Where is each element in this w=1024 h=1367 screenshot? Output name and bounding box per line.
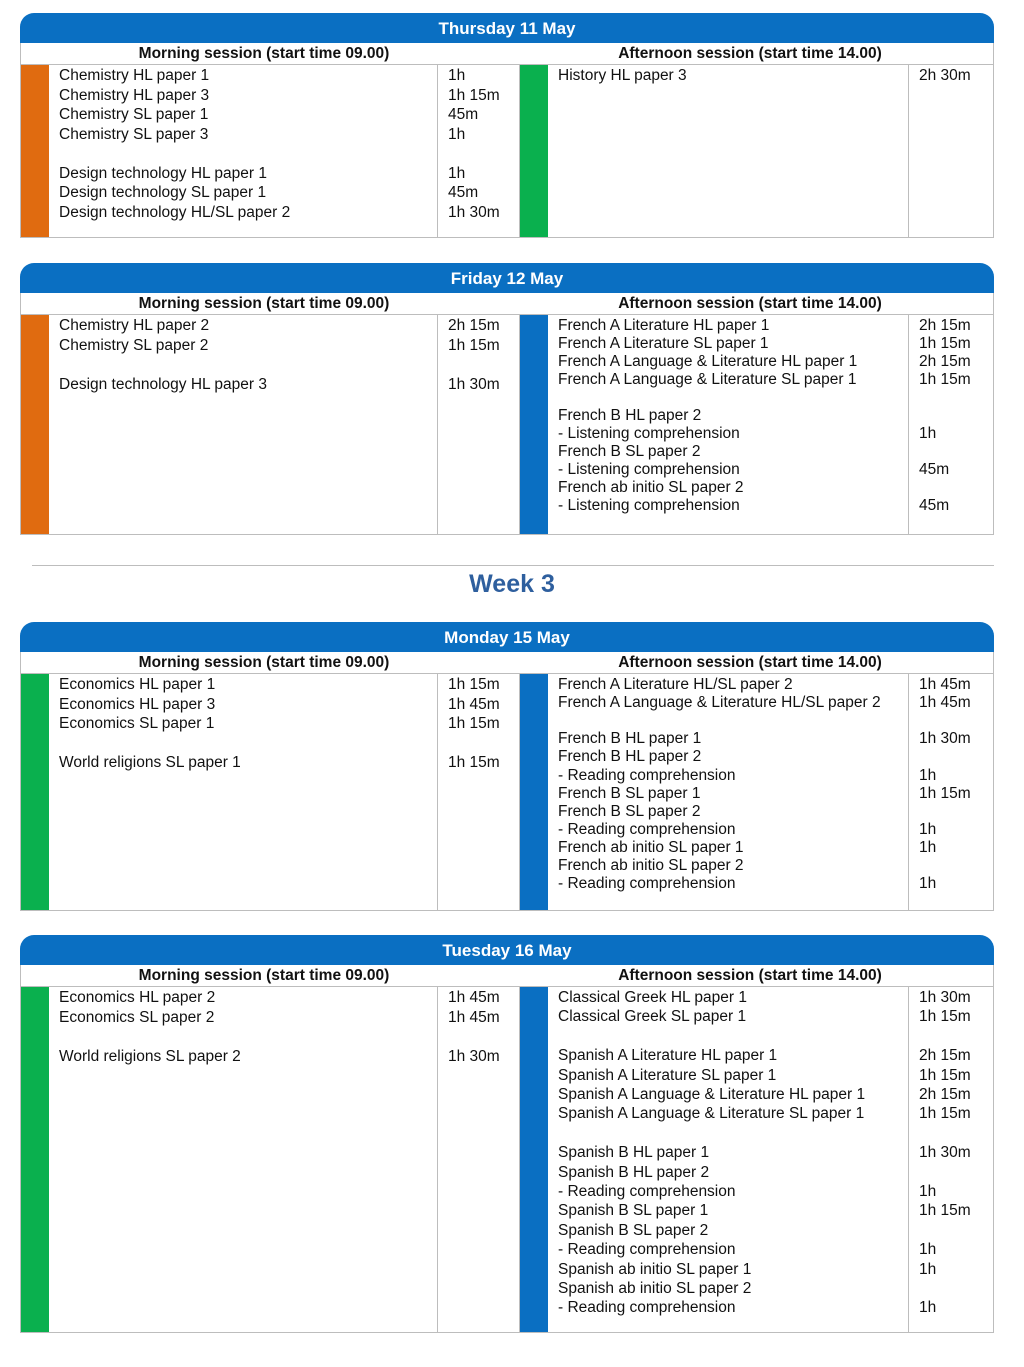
exam-paper: French B HL paper 2 — [558, 407, 702, 424]
session-header-row — [20, 293, 994, 315]
duration-divider — [437, 674, 438, 910]
exam-paper: World religions SL paper 1 — [59, 754, 241, 771]
exam-paper: Spanish B HL paper 2 — [558, 1163, 710, 1181]
exam-duration: 1h 30m — [919, 730, 971, 748]
day-block — [20, 13, 994, 221]
exam-duration: 1h 45m — [919, 694, 971, 712]
exam-paper: French B HL paper 2 — [558, 748, 702, 766]
day-block — [20, 622, 994, 893]
exam-paper: Classical Greek HL paper 1 — [558, 989, 747, 1006]
exam-paper: Chemistry SL paper 3 — [59, 125, 209, 143]
duration-divider — [437, 65, 438, 237]
exam-paper: French A Language & Literature HL/SL paper 2 — [558, 694, 881, 712]
exam-duration: 2h 15m — [919, 353, 971, 370]
exam-duration: 1h 30m — [448, 203, 500, 221]
exam-paper: - Reading comprehension — [558, 766, 736, 784]
exam-paper: Economics HL paper 2 — [59, 989, 216, 1006]
exam-paper: Spanish A Literature HL paper 1 — [558, 1047, 778, 1065]
week-title: Week 3 — [469, 570, 555, 598]
session-header-row — [20, 965, 994, 987]
exam-duration: 1h — [448, 67, 466, 84]
exam-duration: 2h 15m — [919, 1047, 971, 1065]
exam-duration: 45m — [919, 461, 950, 478]
exam-paper: French ab initio SL paper 1 — [558, 838, 744, 856]
exam-paper: History HL paper 3 — [558, 67, 687, 84]
exam-paper: - Listening comprehension — [558, 425, 740, 442]
session-header-row — [20, 652, 994, 674]
exam-paper: French A Language & Literature SL paper 1 — [558, 371, 857, 388]
exam-paper: - Reading comprehension — [558, 1299, 736, 1317]
exam-duration: 1h 15m — [448, 715, 500, 732]
exam-duration: 45m — [448, 106, 479, 123]
exam-paper: - Reading comprehension — [558, 1183, 736, 1200]
exam-paper: French B SL paper 2 — [558, 802, 701, 820]
exam-paper: Design technology HL paper 3 — [59, 375, 267, 393]
exam-paper: Design technology SL paper 1 — [59, 184, 267, 201]
exam-duration: 1h 15m — [919, 1105, 971, 1123]
exam-paper: Chemistry HL paper 1 — [59, 67, 210, 84]
afternoon-color-bar — [520, 674, 548, 910]
exam-paper: - Listening comprehension — [558, 461, 740, 478]
exam-paper: Chemistry HL paper 2 — [59, 317, 210, 334]
afternoon-session-label: Afternoon session (start time 14.00) — [618, 45, 882, 62]
morning-session-label: Morning session (start time 09.00) — [138, 295, 390, 312]
morning-color-bar — [21, 987, 49, 1332]
duration-divider — [908, 315, 909, 534]
morning-color-bar — [21, 65, 49, 237]
day-header: Tuesday 16 May — [20, 935, 994, 965]
morning-color-bar — [21, 674, 49, 910]
exam-paper: Spanish ab initio SL paper 2 — [558, 1280, 752, 1297]
exam-duration: 2h 15m — [919, 1086, 971, 1103]
exam-duration: 1h 45m — [448, 695, 500, 713]
exam-paper: Economics HL paper 3 — [59, 695, 216, 713]
exam-duration: 1h 15m — [919, 1008, 971, 1026]
morning-session-label: Morning session (start time 09.00) — [138, 654, 390, 671]
exam-duration: 1h — [919, 1241, 937, 1259]
exam-duration: 1h 15m — [919, 784, 971, 802]
day-block — [20, 935, 994, 1317]
exam-duration: 1h — [919, 838, 937, 856]
day-header: Thursday 11 May — [20, 13, 994, 43]
exam-duration: 1h — [919, 1299, 937, 1317]
exam-paper: Economics SL paper 1 — [59, 715, 215, 732]
week-divider — [32, 565, 994, 566]
exam-duration: 1h 15m — [448, 86, 500, 104]
exam-paper: Spanish A Language & Literature SL paper 1 — [558, 1105, 865, 1123]
exam-paper: French A Literature HL/SL paper 2 — [558, 676, 793, 693]
day-block — [20, 263, 994, 514]
morning-session — [21, 674, 519, 910]
afternoon-session-label: Afternoon session (start time 14.00) — [618, 654, 882, 671]
exam-paper: Classical Greek SL paper 1 — [558, 1008, 747, 1026]
exam-duration: 1h — [919, 766, 937, 784]
morning-session — [21, 65, 519, 237]
exam-duration: 1h 15m — [919, 1202, 971, 1220]
duration-divider — [908, 65, 909, 237]
exam-paper: French ab initio SL paper 2 — [558, 479, 744, 496]
exam-duration: 1h — [919, 820, 937, 838]
exam-duration: 1h 15m — [448, 336, 500, 354]
afternoon-session-label: Afternoon session (start time 14.00) — [618, 295, 882, 312]
exam-duration: 1h 30m — [448, 1047, 500, 1065]
exam-duration: 1h 15m — [919, 1066, 971, 1084]
exam-duration: 1h 45m — [919, 676, 971, 693]
session-body — [20, 315, 994, 535]
exam-paper: - Reading comprehension — [558, 1241, 736, 1259]
exam-duration: 1h 30m — [919, 1144, 971, 1162]
exam-paper: Economics HL paper 1 — [59, 676, 216, 693]
exam-paper: French A Literature SL paper 1 — [558, 335, 769, 352]
exam-duration: 1h — [448, 125, 466, 143]
afternoon-session — [520, 987, 993, 1332]
exam-duration: 1h — [919, 1183, 937, 1200]
exam-duration: 1h 45m — [448, 989, 500, 1006]
duration-divider — [908, 674, 909, 910]
day-header: Friday 12 May — [20, 263, 994, 293]
exam-duration: 1h — [919, 425, 937, 442]
exam-paper: French B SL paper 2 — [558, 443, 701, 460]
session-body — [20, 65, 994, 238]
afternoon-session-label: Afternoon session (start time 14.00) — [618, 967, 882, 984]
exam-duration: 1h 15m — [448, 754, 500, 771]
exam-paper: - Reading comprehension — [558, 820, 736, 838]
exam-paper: - Reading comprehension — [558, 875, 736, 893]
exam-duration: 1h 15m — [919, 371, 971, 388]
exam-paper: Economics SL paper 2 — [59, 1008, 215, 1026]
afternoon-color-bar — [520, 65, 548, 237]
duration-divider — [908, 987, 909, 1332]
exam-duration: 2h 15m — [919, 317, 971, 334]
exam-paper: World religions SL paper 2 — [59, 1047, 241, 1065]
exam-paper: Spanish B SL paper 1 — [558, 1202, 709, 1220]
exam-duration: 1h 30m — [919, 989, 971, 1006]
exam-duration: 1h — [448, 164, 466, 182]
exam-paper: Design technology HL paper 1 — [59, 164, 267, 182]
exam-duration: 2h 15m — [448, 317, 500, 334]
exam-duration: 1h 45m — [448, 1008, 500, 1026]
morning-session — [21, 315, 519, 534]
exam-paper: Chemistry SL paper 1 — [59, 106, 209, 123]
session-body — [20, 674, 994, 911]
session-header-row — [20, 43, 994, 65]
exam-paper: French B SL paper 1 — [558, 784, 701, 802]
exam-duration: 1h 15m — [448, 676, 500, 693]
exam-duration: 45m — [448, 184, 479, 201]
exam-paper: French A Literature HL paper 1 — [558, 317, 770, 334]
exam-paper: Chemistry SL paper 2 — [59, 336, 209, 354]
exam-paper: Design technology HL/SL paper 2 — [59, 203, 291, 221]
afternoon-session — [520, 674, 993, 910]
morning-session — [21, 987, 519, 1332]
duration-divider — [437, 315, 438, 534]
exam-paper: Spanish B SL paper 2 — [558, 1221, 709, 1239]
morning-color-bar — [21, 315, 49, 534]
exam-duration: 1h 15m — [919, 335, 971, 352]
exam-paper: Spanish A Language & Literature HL paper 1 — [558, 1086, 866, 1103]
afternoon-session — [520, 315, 993, 534]
exam-paper: French A Language & Literature HL paper 1 — [558, 353, 858, 370]
session-body — [20, 987, 994, 1333]
exam-paper: French B HL paper 1 — [558, 730, 702, 748]
exam-paper: French ab initio SL paper 2 — [558, 857, 744, 874]
morning-session-label: Morning session (start time 09.00) — [138, 45, 390, 62]
exam-duration: 45m — [919, 497, 950, 514]
exam-paper: - Listening comprehension — [558, 497, 740, 514]
afternoon-session — [520, 65, 993, 237]
exam-paper: Spanish B HL paper 1 — [558, 1144, 710, 1162]
exam-duration: 2h 30m — [919, 67, 971, 84]
afternoon-color-bar — [520, 315, 548, 534]
exam-paper: Chemistry HL paper 3 — [59, 86, 210, 104]
day-header: Monday 15 May — [20, 622, 994, 652]
afternoon-color-bar — [520, 987, 548, 1332]
exam-paper: Spanish A Literature SL paper 1 — [558, 1066, 777, 1084]
exam-paper: Spanish ab initio SL paper 1 — [558, 1260, 752, 1278]
exam-duration: 1h — [919, 1260, 937, 1278]
exam-duration: 1h — [919, 875, 937, 893]
morning-session-label: Morning session (start time 09.00) — [138, 967, 390, 984]
duration-divider — [437, 987, 438, 1332]
exam-duration: 1h 30m — [448, 375, 500, 393]
